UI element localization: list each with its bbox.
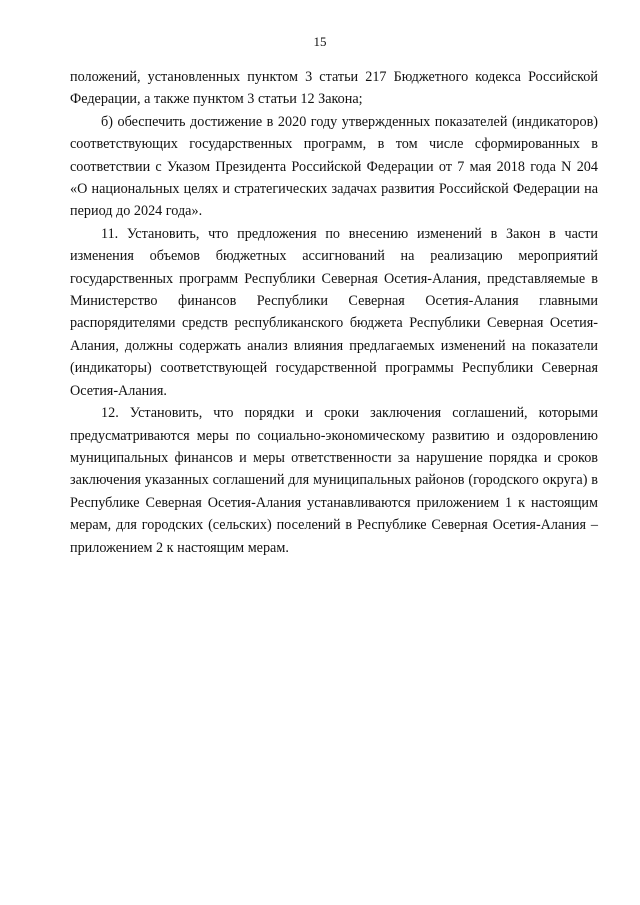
paragraph-item-11: 11. Установить, что предложения по внесению изменений в Закон в части изменения объемов бюджетных ассигнований на реализацию мероприятий государственных программ Республики Северная Осетия-Алания, представляемые в Министерство финансов Республики Северная Осетия-Алания главными распорядителями средств республиканского бюджета Республики Северная Осетия-Алания, должны содержать анализ влияния предлагаемых изменений на показатели (индикаторы) соответствующей государственной программы Республики Северная Осетия-Алания. [70,225,598,399]
page-number: 15 [313,34,327,49]
paragraph-continuation: положений, установленных пунктом 3 статьи 217 Бюджетного кодекса Российской Федерации, а также пунктом 3 статьи 12 Закона; [70,69,598,108]
paragraph-item-12: 12. Установить, что порядки и сроки заключения соглашений, которыми предусматриваются меры по социально-экономическому развитию и оздоровлению муниципальных финансов и меры ответственности за нарушение порядка и сроков заключения указанных соглашений для муниципальных районов (городского округа) в Республике Северная Осетия-Алания устанавливаются приложением 1 к настоящим мерам, для городских (сельских) поселений в Республике Северная Осетия-Алания – приложением 2 к настоящим мерам. [70,405,598,556]
document-body [70,66,598,559]
paragraph-subitem-b: б) обеспечить достижение в 2020 году утвержденных показателей (индикаторов) соответствующих государственных программ, в том числе сформированных в соответствии с Указом Президента Российской Федерации от 7 мая 2018 года N 204 «О национальных целях и стратегических задачах развития Российской Федерации на период до 2024 года». [70,113,598,220]
